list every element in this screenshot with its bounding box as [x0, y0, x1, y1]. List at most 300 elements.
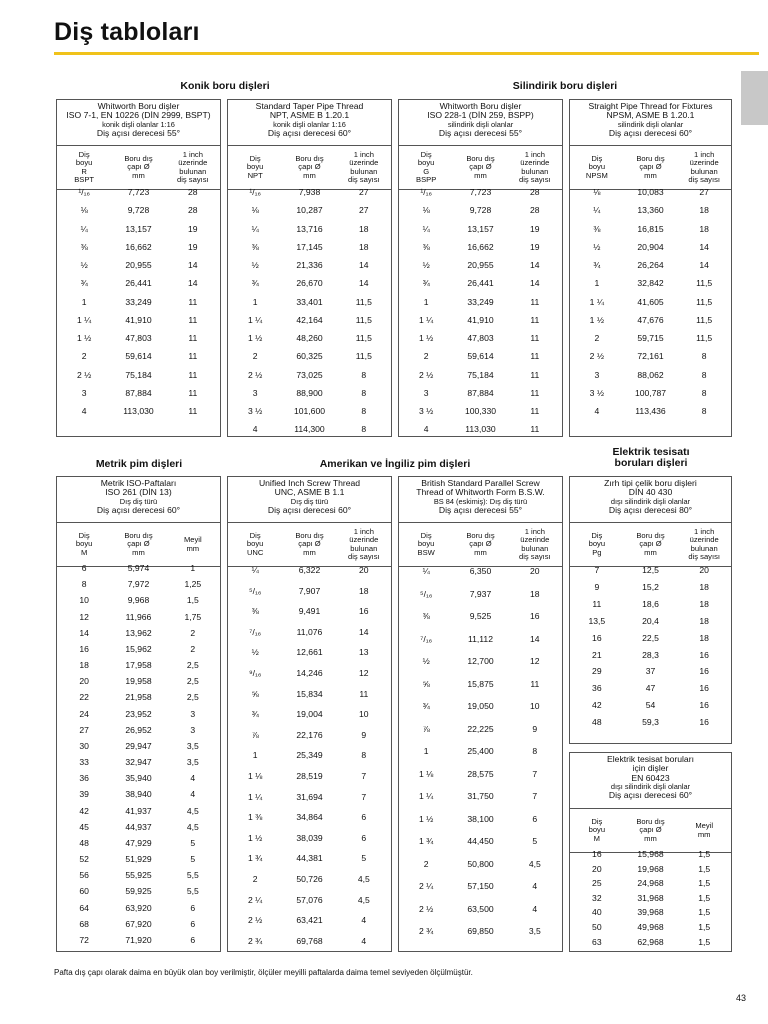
table-cell: 15,834	[296, 688, 323, 699]
table-cell: ⁵/₁₆	[420, 588, 433, 599]
table-row	[228, 749, 391, 761]
column-header-line: boyu	[75, 539, 93, 549]
column-header-line: üzerinde	[349, 158, 379, 168]
table-cell: 1,5	[698, 922, 711, 932]
table-header-line: BS 84 (eskimiş): Dış diş türü	[433, 496, 528, 506]
table-cell: 8	[701, 406, 707, 416]
table-cell: 19	[530, 241, 540, 252]
table-row	[57, 241, 220, 253]
table-cell: 2	[190, 643, 196, 654]
table-cell: 41,937	[125, 805, 152, 816]
table-cell: 57,076	[296, 894, 323, 905]
table-row	[570, 716, 731, 728]
table-cell: ⅞	[251, 729, 259, 740]
table-row	[57, 918, 220, 930]
column-header	[453, 532, 507, 556]
table-cell: 113,030	[123, 406, 154, 416]
table-header-line: Diş açısı derecesi 60°	[608, 790, 693, 801]
table-cell: 1 ⅜	[247, 812, 263, 823]
table-cell: 20	[699, 565, 709, 575]
table-row	[399, 369, 562, 381]
table-cell: 3,5	[186, 757, 199, 768]
table-cell: ⁵/₁₆	[249, 585, 262, 596]
table-row	[570, 682, 731, 694]
table-cell: 16,815	[637, 223, 664, 234]
table-row	[399, 296, 562, 308]
column-header-line: Diş	[591, 154, 603, 164]
column-header-line: çapı Ø	[127, 539, 150, 549]
table-cell: 11,966	[125, 611, 152, 622]
page-number: 43	[736, 993, 747, 1003]
table-cell: 62,968	[637, 936, 664, 947]
table-cell: 11,5	[355, 351, 372, 362]
table-header-line: Diş açısı derecesi 60°	[608, 127, 693, 138]
column-header-line: bulunan	[179, 166, 207, 176]
table-cell: ¼	[251, 565, 259, 575]
table-row	[57, 675, 220, 687]
table-row	[228, 387, 391, 399]
column-header-line: üzerinde	[349, 535, 379, 545]
table-cell: 38,940	[125, 789, 152, 800]
table-cell: 18	[699, 581, 709, 592]
table-cell: 12,700	[467, 656, 494, 666]
table-cell: 8	[361, 387, 367, 398]
table-cell: 14	[359, 626, 369, 637]
table-row	[57, 186, 220, 198]
table-row	[57, 204, 220, 216]
table-cell: ⁷/₁₆	[249, 626, 262, 637]
table-header-line: Dış diş türü	[119, 496, 158, 506]
table-row	[228, 770, 391, 782]
table-cell: 11	[530, 314, 540, 325]
column-header-line: bulunan	[350, 543, 378, 553]
column-header-line: boyu	[75, 158, 93, 168]
table-row	[57, 350, 220, 362]
column-headers	[570, 523, 731, 567]
table-cell: ¾	[422, 701, 430, 711]
table-cell: 13,962	[125, 627, 152, 638]
column-header-line: Diş	[591, 531, 603, 541]
table-cell: 14	[530, 278, 540, 289]
table-cell: 16	[592, 849, 602, 859]
table-cell: 32,842	[637, 278, 664, 289]
table-cell: 22,5	[642, 632, 659, 643]
table-cell: 11,5	[696, 296, 713, 307]
column-header-line: Boru dış	[295, 531, 324, 541]
table-row	[399, 880, 562, 892]
column-header	[570, 155, 624, 179]
table-cell: 5,974	[127, 563, 150, 573]
table-cell: 2	[81, 351, 87, 362]
table-row	[570, 405, 731, 417]
table-cell: 1	[81, 296, 87, 307]
column-header	[677, 151, 731, 183]
table-cell: 2,5	[186, 676, 199, 687]
table-cell: 11	[188, 406, 198, 416]
table-cell: 48	[592, 717, 602, 728]
table-cell: 4	[361, 935, 367, 946]
table-cell: 33	[79, 757, 89, 768]
column-header-line: çapı Ø	[639, 539, 662, 549]
table-row	[228, 241, 391, 253]
column-header	[282, 532, 336, 556]
column-header-line: Boru dış	[124, 531, 153, 541]
table-header-line: Metrik ISO-Paftaları	[100, 478, 177, 488]
table-cell: 2	[594, 333, 600, 343]
column-header-line: bulunan	[521, 166, 549, 176]
column-header-line: Boru dış	[466, 154, 495, 164]
table-cell: 1	[423, 296, 429, 307]
table-cell: 8	[361, 369, 367, 380]
table-row	[228, 708, 391, 720]
table-cell: 45	[79, 821, 89, 832]
table-row	[399, 387, 562, 399]
table-cell: 24,968	[637, 878, 664, 889]
table-row	[399, 259, 562, 271]
section-title-silindirik: Silindirik boru dişleri	[512, 80, 618, 92]
table-cell: ⅜	[593, 223, 601, 234]
table-cell: 26,952	[125, 724, 152, 735]
column-header	[570, 532, 624, 556]
table-row	[399, 633, 562, 645]
table-cell: 4	[252, 424, 258, 435]
table-row	[399, 588, 562, 600]
table-cell: 13,157	[125, 223, 152, 234]
table-header-line: NPT, ASME B 1.20.1	[269, 110, 350, 121]
table-cell: 1 ⅛	[247, 771, 263, 781]
column-headers	[228, 523, 391, 567]
table-row	[228, 811, 391, 823]
table-cell: 1,5	[698, 849, 711, 859]
column-header-line: mm	[644, 170, 657, 180]
table-cell: ½	[80, 260, 88, 270]
table-cell: 9	[361, 729, 367, 740]
table-cell: 9	[594, 581, 600, 592]
table-row	[570, 223, 731, 235]
table-cell: 14	[188, 260, 198, 270]
table-cell: 11	[530, 369, 540, 380]
table-row	[57, 902, 220, 914]
column-headers	[399, 146, 562, 190]
table-cell: 41,910	[467, 314, 494, 325]
table-row	[570, 314, 731, 326]
column-headers	[399, 523, 562, 567]
table-row	[228, 585, 391, 597]
table-header-line: Diş açısı derecesi 55°	[438, 504, 523, 515]
column-header	[624, 155, 678, 179]
table-header-line: British Standard Parallel Screw	[421, 478, 540, 488]
table-cell: 2	[423, 351, 429, 362]
table-header-line: Unified Inch Screw Thread	[258, 478, 361, 488]
side-tab	[741, 71, 768, 125]
table-cell: 59,715	[637, 333, 664, 343]
table-row	[228, 369, 391, 381]
table-cell: 6,350	[469, 566, 492, 576]
table-row	[57, 788, 220, 800]
table-cell: 24	[79, 708, 89, 719]
column-header-line: Diş	[78, 531, 90, 541]
table-row	[570, 906, 731, 918]
table-cell: 19	[530, 223, 540, 234]
table-cell: 1	[423, 746, 429, 756]
column-header	[624, 818, 678, 842]
table-header	[399, 477, 562, 523]
table-cell: 3 ½	[589, 387, 604, 398]
table-cell: 22,176	[296, 729, 323, 740]
table-row	[399, 186, 562, 198]
table-header-line: Diş açısı derecesi 60°	[267, 127, 352, 138]
table-cell: 4,5	[186, 821, 199, 832]
table-header-line: konik dişli olanlar 1:16	[102, 119, 175, 129]
table-cell: ¼	[422, 223, 430, 234]
table-cell: 87,884	[125, 387, 152, 398]
table-cell: 11	[359, 688, 369, 699]
table-row	[399, 700, 562, 712]
column-header-line: Boru dış	[466, 531, 495, 541]
table-cell: 15,875	[467, 678, 494, 689]
table-row	[57, 296, 220, 308]
table-row	[570, 296, 731, 308]
table-cell: 16	[699, 683, 709, 694]
table-cell: 8	[701, 369, 707, 380]
table-header	[570, 753, 731, 809]
column-header-line: bulunan	[690, 543, 718, 553]
table-header-line: Diş açısı derecesi 55°	[96, 127, 181, 138]
column-header-line: çapı Ø	[298, 162, 321, 172]
column-headers	[570, 809, 731, 853]
table-cell: ¼	[251, 223, 259, 234]
column-header-line: boyu	[588, 825, 606, 835]
table-header-line: ISO 7-1, EN 10226 (DİN 2999, BSPT)	[66, 110, 211, 121]
table-cell: 16	[79, 643, 89, 654]
table-cell: 1 ½	[418, 333, 434, 343]
table-cell: 48,260	[296, 333, 323, 343]
table-cell: 4,5	[528, 858, 541, 869]
table-row	[228, 332, 391, 344]
table-cell: ¾	[80, 278, 88, 289]
table-row	[57, 387, 220, 399]
table-cell: 11	[530, 333, 540, 343]
table-cell: 50,726	[296, 874, 323, 884]
table-cell: 11	[188, 296, 198, 307]
table-header-line: Elektrik tesisat boruları	[607, 754, 694, 764]
table-cell: 16	[592, 632, 602, 643]
table-cell: 7,937	[469, 588, 492, 599]
table-cell: 11	[530, 351, 540, 362]
table-cell: 3	[423, 387, 429, 398]
table-cell: ¾	[593, 260, 601, 270]
table-row	[57, 369, 220, 381]
table-cell: 2	[252, 874, 258, 884]
table-cell: 28,519	[296, 771, 323, 781]
table-cell: 47	[645, 683, 656, 694]
table-cell: ½	[251, 647, 259, 658]
table-cell: 18	[79, 660, 89, 671]
table-cell: 9,491	[298, 606, 321, 617]
table-row	[57, 643, 220, 655]
table-header-line: Whitworth Boru dişler	[97, 101, 180, 111]
table-cell: 9,728	[127, 205, 150, 216]
column-header	[282, 155, 336, 179]
table-header	[57, 100, 220, 146]
table-cell: 11	[530, 296, 540, 307]
table-cell: 72	[79, 934, 89, 945]
table-row	[228, 259, 391, 271]
table-metrik	[56, 476, 221, 952]
table-cell: 28	[188, 187, 198, 197]
column-header	[57, 532, 111, 556]
column-header	[111, 532, 165, 556]
table-cell: 1 ½	[76, 333, 92, 343]
table-cell: 18	[359, 585, 369, 596]
table-header	[57, 477, 220, 523]
column-header-line: 1 inch	[353, 527, 374, 537]
table-cell: 1,5	[698, 907, 711, 918]
table-row	[399, 858, 562, 870]
column-header-line: 1 inch	[182, 150, 203, 160]
table-cell: 39	[79, 789, 89, 800]
table-cell: 11	[188, 369, 198, 380]
table-cell: 6	[190, 902, 196, 913]
table-cell: 47,676	[637, 314, 664, 325]
table-cell: 42,164	[296, 314, 323, 325]
table-row	[570, 848, 731, 860]
column-header-line: Diş	[249, 531, 261, 541]
table-cell: 1 ¾	[418, 836, 434, 846]
table-row	[57, 740, 220, 752]
column-header-line: boyu	[588, 539, 606, 549]
column-header	[508, 528, 562, 560]
table-cell: 14	[530, 633, 540, 644]
table-cell: 21	[592, 649, 602, 660]
table-cell: 16	[699, 666, 709, 677]
column-header-line: mm	[303, 170, 316, 180]
table-row	[57, 708, 220, 720]
table-cell: 2,5	[186, 660, 199, 671]
table-cell: 4	[532, 903, 538, 914]
column-header-line: Boru dış	[295, 154, 324, 164]
table-cell: 28	[530, 187, 540, 197]
table-row	[570, 259, 731, 271]
table-cell: ½	[251, 260, 259, 270]
table-cell: 12	[530, 656, 540, 666]
table-cell: 1	[252, 750, 258, 761]
column-header-line: boyu	[417, 539, 435, 549]
table-row	[228, 873, 391, 885]
table-row	[399, 903, 562, 915]
table-cell: ¹/₁₆	[249, 187, 261, 197]
table-cell: 27	[699, 187, 709, 197]
table-cell: 3	[252, 387, 258, 398]
table-cell: 57,150	[467, 881, 494, 891]
column-header-line: Pg	[592, 547, 602, 557]
table-row	[399, 405, 562, 417]
table-row	[57, 627, 220, 639]
table-cell: 31,694	[296, 791, 323, 802]
table-header-line: dışı silindirik dişli olanlar	[610, 496, 691, 506]
table-cell: 25,400	[467, 746, 494, 756]
table-cell: ¾	[251, 278, 259, 289]
column-header-line: 1 inch	[353, 150, 374, 160]
table-cell: 30	[79, 740, 89, 751]
table-row	[399, 277, 562, 289]
table-cell: 1 ¼	[418, 314, 434, 325]
table-row	[399, 678, 562, 690]
table-header-line: Diş açısı derecesi 80°	[608, 504, 693, 515]
table-cell: 2	[423, 858, 429, 869]
column-header-line: diş sayısı	[176, 174, 209, 184]
table-cell: 2 ½	[418, 369, 434, 380]
column-header-line: mm	[474, 170, 487, 180]
column-header-line: BSPT	[74, 174, 95, 184]
table-header-line: DİN 40 430	[628, 487, 673, 498]
column-header-line: çapı Ø	[469, 162, 492, 172]
table-cell: 63,500	[467, 903, 494, 914]
table-cell: 32	[592, 892, 602, 903]
table-cell: 11	[592, 598, 602, 609]
table-header-line: konik dişli olanlar 1:16	[273, 119, 346, 129]
table-header-line: silindirik dişli olanlar	[447, 119, 514, 129]
table-cell: 20,955	[467, 260, 494, 270]
table-row	[57, 934, 220, 946]
table-cell: 19,050	[467, 701, 494, 711]
table-cell: 4	[190, 789, 196, 800]
table-cell: 8	[81, 579, 87, 590]
table-cell: 28,3	[642, 649, 659, 660]
table-cell: 16,662	[125, 241, 152, 252]
table-row	[57, 223, 220, 235]
table-cell: 14	[359, 278, 369, 289]
table-cell: 23,952	[125, 708, 152, 719]
column-header	[111, 155, 165, 179]
table-cell: 26,441	[467, 278, 494, 289]
table-cell: ¾	[422, 278, 430, 289]
table-row	[57, 772, 220, 784]
table-row	[570, 387, 731, 399]
table-cell: 21,958	[125, 692, 152, 703]
table-row	[570, 877, 731, 889]
table-row	[228, 832, 391, 844]
table-cell: 49,968	[637, 922, 664, 932]
table-header-line: Standard Taper Pipe Thread	[255, 101, 364, 111]
column-header	[624, 532, 678, 556]
column-header-line: üzerinde	[178, 158, 208, 168]
table-row	[228, 729, 391, 741]
table-cell: 1 ⅛	[418, 768, 434, 779]
table-row	[570, 632, 731, 644]
table-cell: ½	[593, 241, 601, 252]
column-header-line: bulunan	[521, 543, 549, 553]
table-cell: 88,062	[637, 369, 664, 380]
table-cell: 19	[188, 223, 198, 234]
table-row	[57, 853, 220, 865]
table-cell: 3	[190, 708, 196, 719]
table-cell: 3	[81, 387, 87, 398]
table-cell: 17,145	[296, 241, 323, 252]
column-header-line: BSPP	[416, 174, 437, 184]
table-cell: 31,968	[637, 892, 664, 903]
table-cell: 11,5	[696, 278, 713, 289]
table-cell: ⅝	[422, 678, 430, 689]
table-cell: 15,962	[125, 643, 152, 654]
table-cell: 1	[594, 278, 600, 289]
table-cell: 14	[359, 260, 369, 270]
column-header	[453, 155, 507, 179]
table-cell: 2	[252, 351, 258, 362]
table-cell: 41,605	[637, 296, 664, 307]
table-cell: 114,300	[294, 424, 325, 435]
table-cell: 20	[592, 863, 602, 874]
